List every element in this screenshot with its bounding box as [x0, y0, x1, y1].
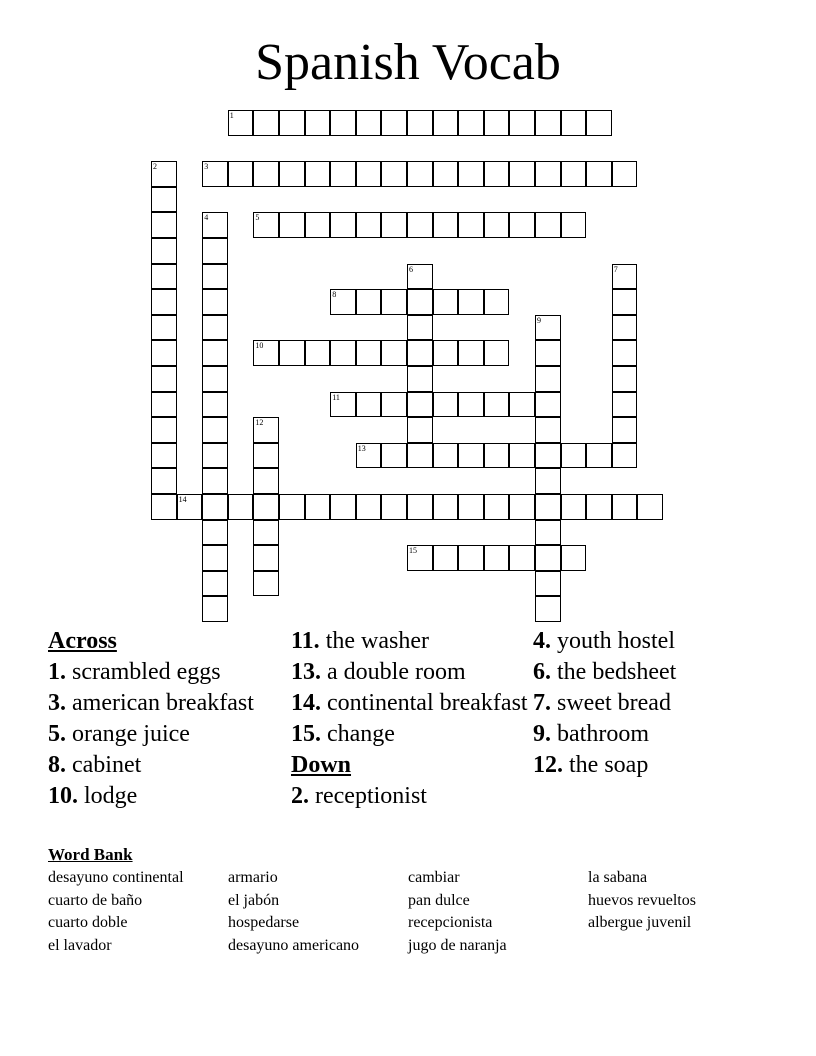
crossword-cell[interactable]	[381, 110, 407, 136]
crossword-cell[interactable]	[177, 494, 203, 520]
crossword-cell[interactable]	[407, 110, 433, 136]
crossword-cell[interactable]	[535, 417, 561, 443]
crossword-cell[interactable]	[612, 264, 638, 290]
crossword-cell[interactable]	[151, 289, 177, 315]
word-bank-item: cambiar	[408, 869, 460, 886]
clue-item	[533, 752, 773, 778]
crossword-cell[interactable]	[356, 110, 382, 136]
clue-text: cabinet	[72, 752, 142, 778]
crossword-cell[interactable]	[484, 545, 510, 571]
crossword-cell[interactable]	[279, 161, 305, 187]
word-bank-column	[228, 867, 408, 958]
cell-number: 1	[229, 111, 234, 120]
crossword-cell[interactable]	[356, 340, 382, 366]
word-bank-item: desayuno continental	[48, 869, 184, 886]
crossword-cell[interactable]	[458, 340, 484, 366]
word-bank-item: jugo de naranja	[408, 937, 507, 955]
crossword-cell[interactable]	[253, 443, 279, 469]
crossword-cell[interactable]	[612, 417, 638, 443]
crossword-cell[interactable]	[458, 110, 484, 136]
crossword-cell[interactable]	[228, 161, 254, 187]
crossword-cell[interactable]	[535, 315, 561, 341]
cell-number: 4	[204, 213, 209, 223]
word-bank-item: cuarto de baño	[48, 891, 143, 909]
crossword-cell[interactable]	[151, 161, 177, 187]
crossword-cell[interactable]	[561, 443, 587, 469]
crossword-cell[interactable]	[637, 494, 663, 520]
crossword-cell[interactable]	[458, 392, 484, 418]
crossword-cell[interactable]	[253, 161, 279, 187]
clue-item	[291, 628, 531, 654]
crossword-cell[interactable]	[612, 289, 638, 315]
crossword-cell[interactable]	[509, 443, 535, 469]
clue-item	[291, 721, 531, 747]
clue-item	[291, 783, 531, 809]
crossword-cell[interactable]	[612, 315, 638, 341]
clue-number: 11.	[291, 628, 320, 654]
word-bank-column	[588, 867, 768, 935]
crossword-cell[interactable]	[330, 110, 356, 136]
cell-number: 10	[255, 341, 264, 351]
crossword-cell[interactable]	[509, 392, 535, 418]
crossword-cell[interactable]	[151, 340, 177, 366]
crossword-cell[interactable]	[202, 392, 228, 418]
crossword-cell[interactable]	[228, 494, 254, 520]
crossword-cell[interactable]	[202, 340, 228, 366]
clue-text: change	[327, 721, 395, 747]
clue-text: american breakfast	[72, 690, 254, 716]
crossword-cell[interactable]	[458, 289, 484, 315]
crossword-cell[interactable]	[535, 340, 561, 366]
crossword-cell[interactable]	[202, 494, 228, 520]
crossword-cell[interactable]	[535, 212, 561, 238]
page-title: Spanish Vocab	[255, 34, 561, 91]
crossword-cell[interactable]	[484, 161, 510, 187]
crossword-cell[interactable]	[407, 212, 433, 238]
clue-number: 8.	[48, 752, 66, 778]
cell-number: 15	[409, 546, 417, 556]
crossword-cell[interactable]	[561, 110, 587, 136]
crossword-cell[interactable]	[151, 417, 177, 443]
crossword-cell[interactable]	[535, 392, 561, 418]
crossword-cell[interactable]	[151, 187, 177, 213]
word-bank-item: recepcionista	[408, 914, 493, 932]
crossword-cell[interactable]	[586, 161, 612, 187]
crossword-cell[interactable]	[253, 494, 279, 520]
crossword-cell[interactable]	[202, 315, 228, 341]
crossword-cell[interactable]	[407, 289, 433, 315]
crossword-cell[interactable]	[305, 110, 331, 136]
clue-text: the soap	[569, 752, 649, 778]
clue-text: lodge	[84, 783, 138, 809]
crossword-cell[interactable]	[535, 468, 561, 494]
crossword-cell[interactable]	[561, 161, 587, 187]
crossword-cell[interactable]	[612, 161, 638, 187]
crossword-cell[interactable]	[305, 212, 331, 238]
crossword-cell[interactable]	[535, 571, 561, 597]
clue-number: 1.	[48, 659, 66, 685]
crossword-cell[interactable]	[151, 366, 177, 392]
crossword-cell[interactable]	[202, 443, 228, 469]
crossword-cell[interactable]	[484, 212, 510, 238]
crossword-cell[interactable]	[151, 392, 177, 418]
crossword-cell[interactable]	[151, 443, 177, 469]
clues-column-3	[533, 628, 773, 783]
clue-text: receptionist	[315, 783, 427, 809]
crossword-cell[interactable]	[151, 264, 177, 290]
crossword-cell[interactable]	[586, 443, 612, 469]
crossword-cell[interactable]	[253, 110, 279, 136]
crossword-cell[interactable]	[305, 161, 331, 187]
crossword-cell[interactable]	[484, 110, 510, 136]
clue-text: continental breakfast	[327, 690, 528, 716]
down-heading: Down	[291, 752, 352, 778]
crossword-cell[interactable]	[356, 161, 382, 187]
clue-number: 13.	[291, 659, 321, 685]
crossword-cell[interactable]	[381, 494, 407, 520]
crossword-cell[interactable]	[279, 212, 305, 238]
word-bank-column	[48, 867, 228, 958]
word-bank-item: desayuno americano	[228, 937, 360, 955]
word-bank-item: hospedarse	[228, 914, 300, 932]
cell-number: 7	[613, 264, 618, 274]
crossword-cell[interactable]	[253, 417, 279, 443]
cell-number: 14	[178, 495, 187, 504]
crossword-cell[interactable]	[381, 289, 407, 315]
crossword-cell[interactable]	[433, 545, 459, 571]
clue-item	[533, 628, 773, 654]
cell-number: 12	[255, 418, 264, 428]
clue-item	[291, 690, 531, 716]
word-bank-item: huevos revueltos	[588, 891, 696, 909]
crossword-cell[interactable]	[407, 366, 433, 392]
crossword-cell[interactable]	[484, 443, 510, 469]
clue-item	[48, 752, 288, 778]
crossword-cell[interactable]	[356, 392, 382, 418]
clues-column-1	[48, 628, 288, 814]
crossword-cell[interactable]	[407, 264, 433, 290]
clue-item	[533, 721, 773, 747]
crossword-cell[interactable]	[151, 212, 177, 238]
crossword-cell[interactable]	[202, 417, 228, 443]
crossword-cell[interactable]	[535, 161, 561, 187]
clue-number: 10.	[48, 783, 78, 809]
crossword-cell[interactable]	[330, 289, 356, 315]
crossword-cell[interactable]	[407, 443, 433, 469]
crossword-cell[interactable]	[356, 443, 382, 469]
crossword-cell[interactable]	[484, 289, 510, 315]
word-bank-item: cuarto doble	[48, 914, 128, 932]
crossword-cell[interactable]	[433, 340, 459, 366]
clue-item	[291, 659, 531, 685]
clue-text: the washer	[325, 628, 429, 654]
clue-item	[533, 690, 773, 716]
crossword-cell[interactable]	[561, 494, 587, 520]
cell-number: 6	[409, 264, 413, 274]
clue-item	[48, 659, 288, 685]
clue-number: 9.	[533, 721, 551, 747]
crossword-cell[interactable]	[202, 545, 228, 571]
crossword-cell[interactable]	[407, 545, 433, 571]
crossword-cell[interactable]	[228, 110, 254, 136]
crossword-cell[interactable]	[612, 494, 638, 520]
cell-number: 13	[357, 443, 366, 453]
crossword-cell[interactable]	[253, 571, 279, 597]
crossword-cell[interactable]	[253, 468, 279, 494]
crossword-cell[interactable]	[433, 392, 459, 418]
crossword-cell[interactable]	[381, 212, 407, 238]
crossword-cell[interactable]	[433, 161, 459, 187]
word-bank-item: el jabón	[228, 891, 280, 909]
crossword-cell[interactable]	[330, 392, 356, 418]
word-bank-item: el lavador	[48, 937, 112, 955]
crossword-cell[interactable]	[279, 340, 305, 366]
word-bank-item: pan dulce	[408, 891, 470, 909]
crossword-cell[interactable]	[535, 545, 561, 571]
clue-number: 6.	[533, 659, 551, 685]
crossword-cell[interactable]	[509, 494, 535, 520]
crossword-cell[interactable]	[535, 596, 561, 622]
crossword-cell[interactable]	[381, 443, 407, 469]
crossword-cell[interactable]	[509, 545, 535, 571]
clue-number: 5.	[48, 721, 66, 747]
crossword-cell[interactable]	[458, 494, 484, 520]
cell-number: 5	[255, 213, 260, 223]
crossword-cell[interactable]	[330, 340, 356, 366]
clue-number: 3.	[48, 690, 66, 716]
crossword-cell[interactable]	[433, 443, 459, 469]
clue-text: bathroom	[557, 721, 649, 747]
crossword-cell[interactable]	[484, 494, 510, 520]
crossword-cell[interactable]	[202, 596, 228, 622]
clues-column-2	[291, 628, 531, 814]
cell-number: 2	[153, 162, 157, 172]
crossword-cell[interactable]	[202, 289, 228, 315]
crossword-cell[interactable]	[433, 110, 459, 136]
crossword-cell[interactable]	[253, 545, 279, 571]
clue-item	[48, 721, 288, 747]
clue-item	[48, 690, 288, 716]
crossword-cell[interactable]	[279, 110, 305, 136]
crossword-cell[interactable]	[535, 443, 561, 469]
crossword-cell[interactable]	[330, 494, 356, 520]
crossword-cell[interactable]	[253, 212, 279, 238]
crossword-cell[interactable]	[509, 110, 535, 136]
crossword-cell[interactable]	[356, 212, 382, 238]
crossword-cell[interactable]	[433, 289, 459, 315]
clue-text: youth hostel	[557, 628, 675, 654]
crossword-cell[interactable]	[381, 392, 407, 418]
crossword-cell[interactable]	[202, 520, 228, 546]
crossword-cell[interactable]	[509, 161, 535, 187]
clue-number: 15.	[291, 721, 321, 747]
clue-item	[533, 659, 773, 685]
crossword-cell[interactable]	[202, 366, 228, 392]
crossword-cell[interactable]	[202, 238, 228, 264]
crossword-cell[interactable]	[305, 494, 331, 520]
crossword-cell[interactable]	[356, 494, 382, 520]
cell-number: 8	[332, 290, 337, 300]
crossword-cell[interactable]	[561, 212, 587, 238]
crossword-cell[interactable]	[535, 110, 561, 136]
crossword-cell[interactable]	[535, 366, 561, 392]
crossword-cell[interactable]	[433, 212, 459, 238]
word-bank-heading: Word Bank	[48, 845, 133, 864]
crossword-cell[interactable]	[381, 161, 407, 187]
crossword-cell[interactable]	[279, 494, 305, 520]
crossword-cell[interactable]	[535, 520, 561, 546]
cell-number: 3	[204, 162, 209, 172]
clue-number: 12.	[533, 752, 563, 778]
crossword-cell[interactable]	[381, 340, 407, 366]
crossword-cell[interactable]	[612, 340, 638, 366]
crossword-cell[interactable]	[202, 264, 228, 290]
crossword-cell[interactable]	[509, 212, 535, 238]
crossword-cell[interactable]	[202, 161, 228, 187]
crossword-cell[interactable]	[202, 212, 228, 238]
crossword-cell[interactable]	[535, 494, 561, 520]
crossword-cell[interactable]	[484, 340, 510, 366]
crossword-cell[interactable]	[407, 494, 433, 520]
crossword-cell[interactable]	[305, 340, 331, 366]
crossword-cell[interactable]	[407, 340, 433, 366]
crossword-cell[interactable]	[356, 289, 382, 315]
clue-text: a double room	[327, 659, 466, 685]
word-bank-item: la sabana	[588, 869, 648, 886]
crossword-cell[interactable]	[612, 392, 638, 418]
clue-text: sweet bread	[557, 690, 671, 716]
crossword-cell[interactable]	[330, 161, 356, 187]
clue-item	[48, 783, 288, 809]
clue-number: 7.	[533, 690, 551, 716]
crossword-cell[interactable]	[458, 443, 484, 469]
crossword-cell[interactable]	[407, 392, 433, 418]
clue-text: scrambled eggs	[72, 659, 221, 685]
crossword-cell[interactable]	[458, 161, 484, 187]
crossword-cell[interactable]	[253, 520, 279, 546]
crossword-cell[interactable]	[586, 110, 612, 136]
crossword-cell[interactable]	[330, 212, 356, 238]
crossword-cell[interactable]	[151, 494, 177, 520]
word-bank-column	[408, 867, 588, 958]
clue-number: 2.	[291, 783, 309, 809]
crossword-cell[interactable]	[458, 545, 484, 571]
word-bank-item: armario	[228, 869, 278, 886]
crossword-cell[interactable]	[407, 161, 433, 187]
cell-number: 11	[332, 392, 340, 402]
clue-text: orange juice	[72, 721, 190, 747]
crossword-cell[interactable]	[151, 238, 177, 264]
crossword-cell[interactable]	[433, 494, 459, 520]
crossword-cell[interactable]	[407, 417, 433, 443]
crossword-cell[interactable]	[612, 443, 638, 469]
crossword-cell[interactable]	[253, 340, 279, 366]
clue-text: the bedsheet	[557, 659, 677, 685]
crossword-cell[interactable]	[612, 366, 638, 392]
across-heading: Across	[48, 628, 117, 654]
crossword-cell[interactable]	[458, 212, 484, 238]
clue-number: 14.	[291, 690, 321, 716]
crossword-cell[interactable]	[561, 545, 587, 571]
crossword-cell[interactable]	[586, 494, 612, 520]
crossword-cell[interactable]	[151, 315, 177, 341]
crossword-cell[interactable]	[484, 392, 510, 418]
cell-number: 9	[537, 315, 541, 325]
crossword-cell[interactable]	[151, 468, 177, 494]
clue-number: 4.	[533, 628, 551, 654]
crossword-cell[interactable]	[202, 468, 228, 494]
word-bank-item: albergue juvenil	[588, 914, 692, 932]
crossword-cell[interactable]	[202, 571, 228, 597]
crossword-cell[interactable]	[407, 315, 433, 341]
